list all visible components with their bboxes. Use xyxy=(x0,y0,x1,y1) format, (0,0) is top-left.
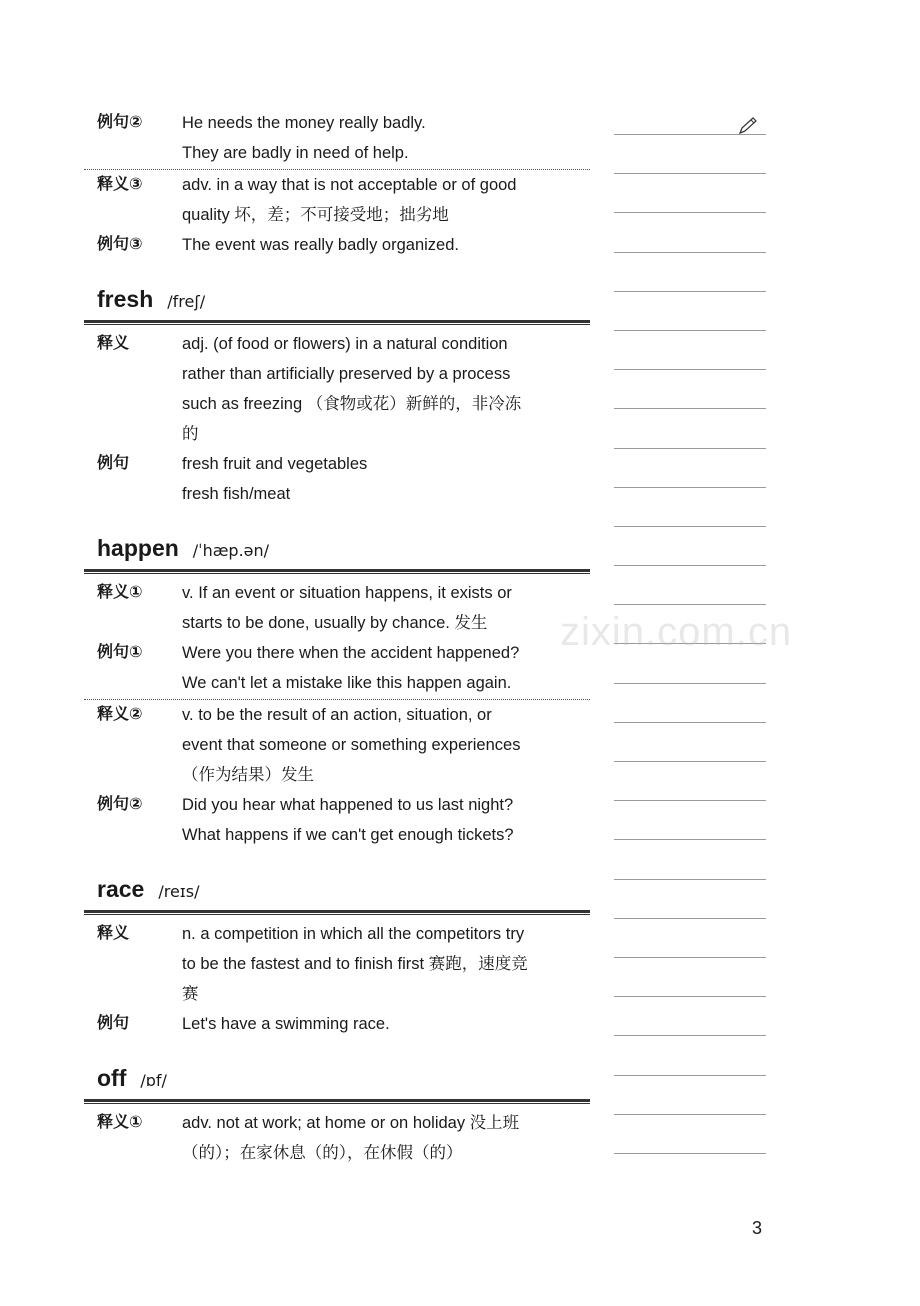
example-row xyxy=(84,790,590,850)
note-line xyxy=(614,252,766,291)
phonetic: /ˈhæp.ən/ xyxy=(192,541,270,560)
definition-line: v. If an event or situation happens, it exists or xyxy=(182,584,512,602)
pencil-icon xyxy=(737,116,759,136)
definition-line: rather than artificially preserved by a process xyxy=(182,365,511,383)
example-row xyxy=(84,638,590,698)
note-line xyxy=(614,291,766,330)
definition-line: n. a competition in which all the competitors try xyxy=(182,925,525,943)
row-label: 例句③ xyxy=(97,236,143,253)
row-label: 释义① xyxy=(97,584,143,601)
note-line xyxy=(614,173,766,212)
definition-line: 赛 xyxy=(182,985,199,1003)
note-line xyxy=(614,330,766,369)
row-label: 释义 xyxy=(97,925,130,942)
note-line xyxy=(614,879,766,918)
header-rule xyxy=(84,569,590,574)
page-number: 3 xyxy=(752,1218,763,1238)
note-line xyxy=(614,565,766,604)
note-lines xyxy=(614,134,766,1192)
example-row xyxy=(84,108,590,168)
row-label: 释义③ xyxy=(97,176,143,193)
note-line xyxy=(614,526,766,565)
example-line: Were you there when the accident happened? xyxy=(182,644,520,662)
note-line xyxy=(614,369,766,408)
row-label: 释义① xyxy=(97,1114,143,1131)
definition-row xyxy=(84,170,590,230)
definition-line: to be the fastest and to finish first 赛跑，速度竞 xyxy=(182,955,528,973)
definition-line: such as freezing （食物或花）新鲜的，非冷冻 xyxy=(182,395,522,413)
note-line xyxy=(614,487,766,526)
headword: happen xyxy=(97,535,179,561)
entry-header-off xyxy=(84,1065,590,1099)
entry-header-race xyxy=(84,876,590,910)
note-line xyxy=(614,683,766,722)
note-line xyxy=(614,996,766,1035)
note-line xyxy=(614,408,766,447)
header-rule xyxy=(84,320,590,325)
example-line: He needs the money really badly. xyxy=(182,114,426,132)
definition-line: （作为结果）发生 xyxy=(182,766,314,784)
example-row xyxy=(84,1009,590,1039)
row-label: 例句 xyxy=(97,455,130,472)
note-line xyxy=(614,1035,766,1074)
definition-row xyxy=(84,919,590,1009)
headword: fresh xyxy=(97,286,154,312)
example-line: What happens if we can't get enough tickets? xyxy=(182,826,514,844)
example-line: Did you hear what happened to us last night? xyxy=(182,796,514,814)
definition-row xyxy=(84,700,590,790)
row-label: 释义 xyxy=(97,335,130,352)
watermark: zixin.com.cn xyxy=(560,610,793,654)
definition-line: （的）；在家休息（的），在休假（的） xyxy=(182,1144,463,1162)
header-rule xyxy=(84,910,590,915)
headword: off xyxy=(97,1065,127,1091)
entry-header-happen xyxy=(84,535,590,569)
example-row xyxy=(84,449,590,509)
note-line xyxy=(614,918,766,957)
definition-line: starts to be done, usually by chance. 发生 xyxy=(182,614,488,632)
note-line xyxy=(614,212,766,251)
row-label: 释义② xyxy=(97,706,143,723)
note-line xyxy=(614,761,766,800)
dictionary-content xyxy=(84,108,590,1168)
definition-row xyxy=(84,329,590,449)
note-line xyxy=(614,957,766,996)
definition-row xyxy=(84,578,590,638)
entry-header-fresh xyxy=(84,286,590,320)
definition-line: adj. (of food or flowers) in a natural condition xyxy=(182,335,508,353)
note-line xyxy=(614,722,766,761)
row-label: 例句② xyxy=(97,114,143,131)
phonetic: /ɒf/ xyxy=(140,1071,167,1090)
definition-line: quality 坏，差；不可接受地；拙劣地 xyxy=(182,206,449,224)
example-line: We can't let a mistake like this happen again. xyxy=(182,674,512,692)
note-line xyxy=(614,1153,766,1192)
phonetic: /reɪs/ xyxy=(158,882,200,901)
header-rule xyxy=(84,1099,590,1104)
note-line xyxy=(614,1075,766,1114)
definition-row xyxy=(84,1108,590,1168)
example-line: Let's have a swimming race. xyxy=(182,1015,390,1033)
definition-line: v. to be the result of an action, situation, or xyxy=(182,706,492,724)
definition-line: 的 xyxy=(182,425,199,443)
example-row xyxy=(84,230,590,260)
example-line: They are badly in need of help. xyxy=(182,144,409,162)
example-line: fresh fruit and vegetables xyxy=(182,455,368,473)
definition-line: adv. in a way that is not acceptable or of good xyxy=(182,176,517,194)
phonetic: /freʃ/ xyxy=(167,292,206,311)
row-label: 例句 xyxy=(97,1015,130,1032)
definition-line: adv. not at work; at home or on holiday 没上班 xyxy=(182,1114,520,1132)
note-line xyxy=(614,134,766,173)
row-label: 例句② xyxy=(97,796,143,813)
note-line xyxy=(614,839,766,878)
row-label: 例句① xyxy=(97,644,143,661)
headword: race xyxy=(97,876,145,902)
note-line xyxy=(614,1114,766,1153)
note-line xyxy=(614,800,766,839)
note-line xyxy=(614,448,766,487)
example-line: fresh fish/meat xyxy=(182,485,291,503)
example-line: The event was really badly organized. xyxy=(182,236,459,254)
definition-line: event that someone or something experiences xyxy=(182,736,521,754)
